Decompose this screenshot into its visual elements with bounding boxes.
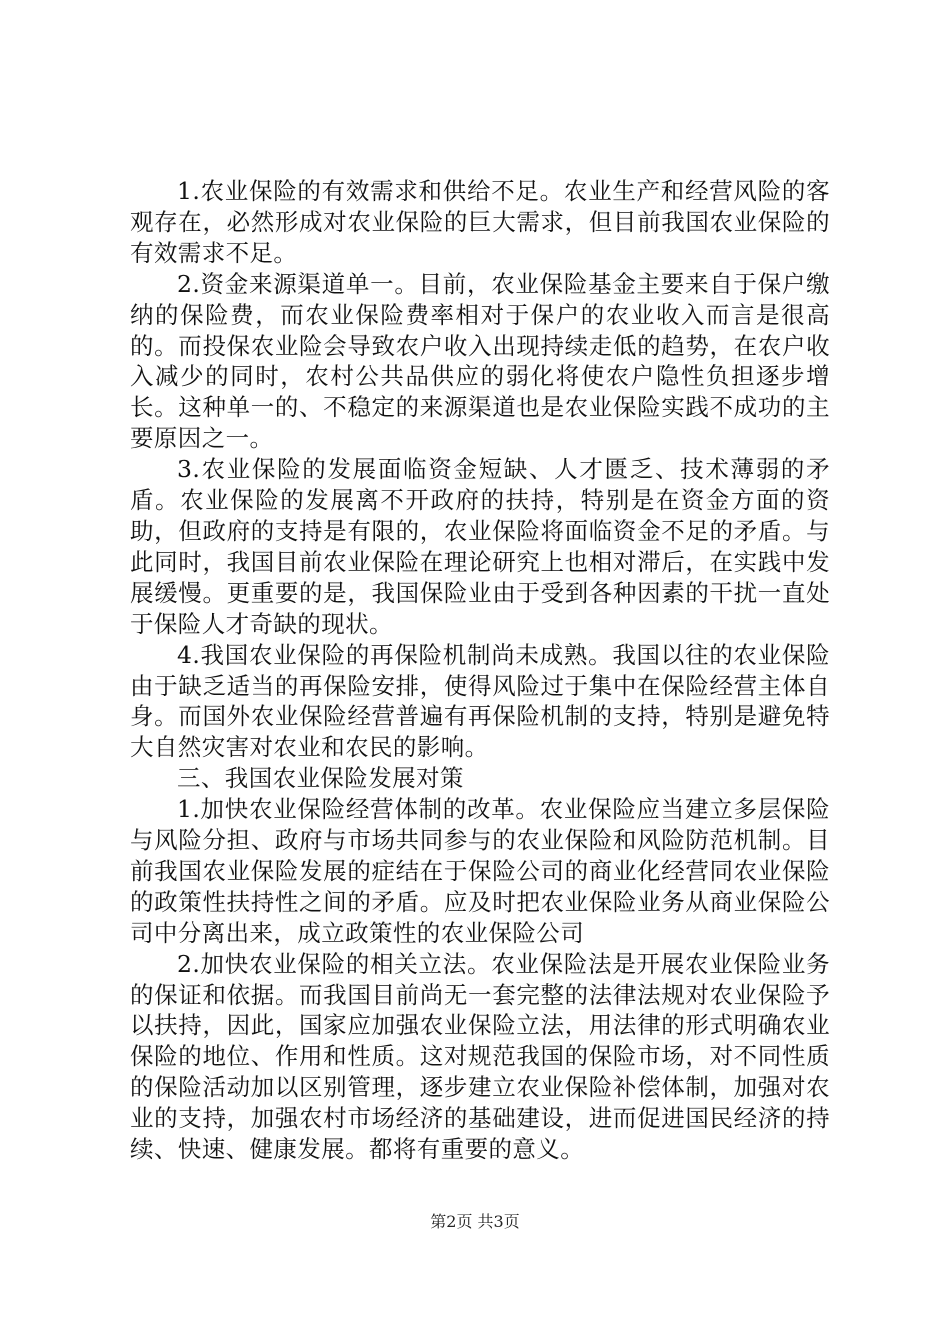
paragraph-system-reform: 1.加快农业保险经营体制的改革。农业保险应当建立多层保险与风险分担、政府与市场共同参与的农业保险和风险防范机制。目前我国农业保险发展的症结在于保险公司的商业化经营同农业保险的政策性扶持性之间的矛盾。应及时把农业保险业务从商业保险公司中分离出来，成立政策性的农业保险公司 <box>130 795 830 947</box>
document-body <box>130 176 830 1165</box>
paragraph-insufficient-demand: 1.农业保险的有效需求和供给不足。农业生产和经营风险的客观存在，必然形成对农业保险的巨大需求，但目前我国农业保险的有效需求不足。 <box>130 177 830 267</box>
section-heading-countermeasures: 三、我国农业保险发展对策 <box>177 764 464 793</box>
paragraph-funding-talent-shortage: 3.农业保险的发展面临资金短缺、人才匮乏、技术薄弱的矛盾。农业保险的发展离不开政府的扶持，特别是在资金方面的资助，但政府的支持是有限的，农业保险将面临资金不足的矛盾。与此同时，我国目前农业保险在理论研究上也相对滞后，在实践中发展缓慢。更重要的是，我国保险业由于受到各种因素的干扰一直处于保险人才奇缺的现状。 <box>130 455 830 638</box>
page-number-footer: 第2页 共3页 <box>430 1212 520 1231</box>
paragraph-reinsurance-mechanism: 4.我国农业保险的再保险机制尚未成熟。我国以往的农业保险由于缺乏适当的再保险安排，使得风险过于集中在保险经营主体自身。而国外农业保险经营普遍有再保险机制的支持，特别是避免特大自然灾害对农业和农民的影响。 <box>130 640 830 762</box>
paragraph-legislation: 2.加快农业保险的相关立法。农业保险法是开展农业保险业务的保证和依据。而我国目前尚无一套完整的法律法规对农业保险予以扶持，因此，国家应加强农业保险立法，用法律的形式明确农业保险的地位、作用和性质。这对规范我国的保险市场，对不同性质的保险活动加以区别管理，逐步建立农业保险补偿体制，加强对农业的支持，加强农村市场经济的基础建设，进而促进国民经济的持续、快速、健康发展。都将有重要的意义。 <box>130 949 830 1164</box>
paragraph-single-funding-source: 2.资金来源渠道单一。目前，农业保险基金主要来自于保户缴纳的保险费，而农业保险费率相对于保户的农业收入而言是很高的。而投保农业险会导致农户收入出现持续走低的趋势，在农户收入减少的同时，农村公共品供应的弱化将使农户隐性负担逐步增长。这种单一的、不稳定的来源渠道也是农业保险实践不成功的主要原因之一。 <box>130 269 830 453</box>
